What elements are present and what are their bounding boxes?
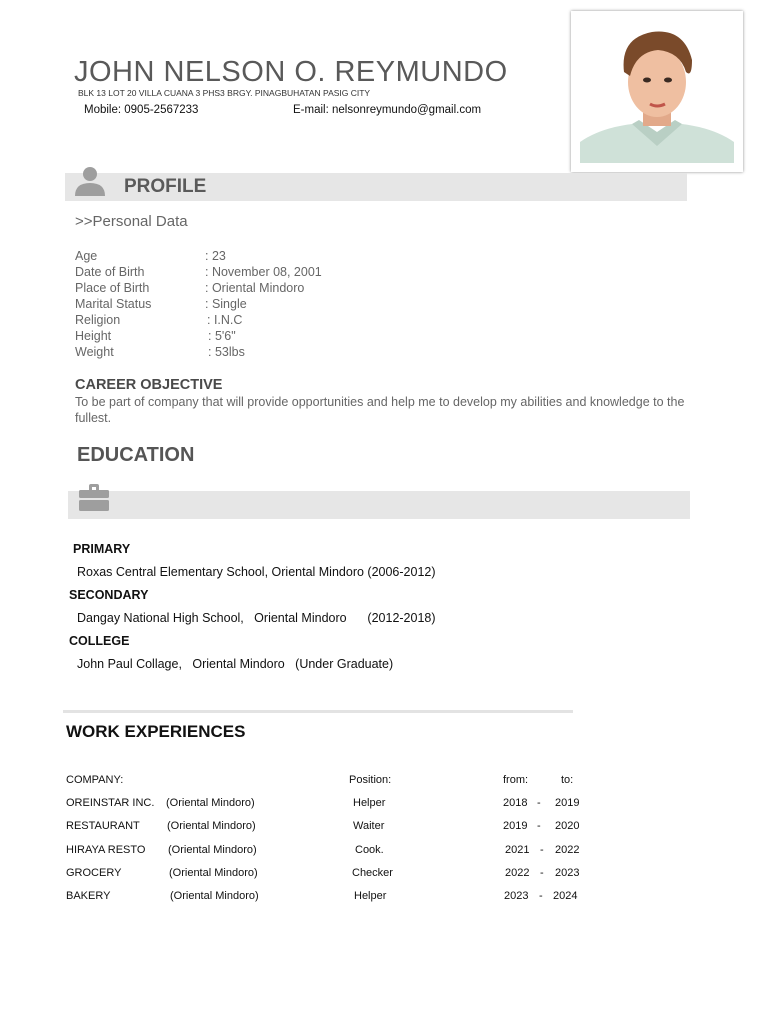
work-row-company: RESTAURANT [66, 820, 140, 832]
profile-heading: PROFILE [124, 176, 207, 197]
work-row-dash: - [537, 797, 541, 809]
marital-status-label: Marital Status [75, 297, 152, 311]
work-row-from: 2021 [505, 844, 530, 856]
work-row-company: OREINSTAR INC. [66, 797, 155, 809]
work-row-to: 2022 [555, 844, 580, 856]
work-row-to: 2020 [555, 820, 580, 832]
work-row-position: Checker [352, 867, 393, 879]
education-heading: EDUCATION [77, 444, 195, 466]
applicant-name: JOHN NELSON O. REYMUNDO [74, 56, 508, 88]
work-row-position: Helper [353, 797, 386, 809]
secondary-label: SECONDARY [69, 588, 149, 602]
work-row-company: BAKERY [66, 890, 111, 902]
secondary-school: Dangay National High School, Oriental Mindoro (2012-2018) [77, 611, 436, 625]
religion-value: : I.N.C [207, 313, 243, 327]
briefcase-icon [78, 483, 110, 512]
marital-status-value: : Single [205, 297, 247, 311]
to-column-header: to: [561, 774, 574, 786]
work-row-location: (Oriental Mindoro) [166, 797, 255, 809]
height-value: : 5'6" [208, 329, 236, 343]
company-column-header: COMPANY: [66, 774, 124, 786]
birth-date-value: : November 08, 2001 [205, 265, 322, 279]
age-label: Age [75, 249, 98, 263]
work-row-company: GROCERY [66, 867, 122, 879]
from-column-header: from: [503, 774, 529, 786]
position-column-header: Position: [349, 774, 392, 786]
work-row-location: (Oriental Mindoro) [168, 844, 257, 856]
work-row-position: Helper [354, 890, 387, 902]
career-objective-text: To be part of company that will provide opportunities and help me to develop my abilities and knowledge to the fullest. [75, 395, 685, 425]
address: BLK 13 LOT 20 VILLA CUANA 3 PHS3 BRGY. PINAGBUHATAN PASIG CITY [78, 88, 371, 98]
age-value: : 23 [205, 249, 226, 263]
work-row-from: 2018 [503, 797, 528, 809]
work-row-dash: - [540, 867, 544, 879]
work-experiences-heading: WORK EXPERIENCES [66, 722, 246, 741]
work-row-to: 2023 [555, 867, 580, 879]
work-row-location: (Oriental Mindoro) [169, 867, 258, 879]
height-label: Height [75, 329, 112, 343]
work-row-dash: - [537, 820, 541, 832]
portrait-photo [580, 20, 734, 163]
work-row-dash: - [539, 890, 543, 902]
college-school: John Paul Collage, Oriental Mindoro (Under Graduate) [77, 657, 394, 671]
birth-date-label: Date of Birth [75, 265, 145, 279]
work-row-location: (Oriental Mindoro) [170, 890, 259, 902]
work-row-position: Waiter [353, 820, 385, 832]
work-row-from: 2019 [503, 820, 528, 832]
personal-data-subheading: >>Personal Data [75, 213, 188, 230]
profile-photo [571, 11, 743, 172]
weight-label: Weight [75, 345, 114, 359]
primary-school: Roxas Central Elementary School, Oriental Mindoro (2006-2012) [77, 565, 436, 579]
mobile-number: Mobile: 0905-2567233 [84, 104, 199, 116]
weight-value: : 53lbs [208, 345, 245, 359]
primary-label: PRIMARY [73, 542, 131, 556]
career-objective-heading: CAREER OBJECTIVE [75, 377, 223, 393]
work-row-to: 2024 [553, 890, 578, 902]
birth-place-label: Place of Birth [75, 281, 150, 295]
work-row-position: Cook. [355, 844, 384, 856]
divider [63, 710, 573, 713]
work-row-from: 2022 [505, 867, 530, 879]
work-row-company: HIRAYA RESTO [66, 844, 146, 856]
work-row-to: 2019 [555, 797, 580, 809]
education-section-bar [68, 491, 690, 519]
work-row-dash: - [540, 844, 544, 856]
religion-label: Religion [75, 313, 121, 327]
email-address: E-mail: nelsonreymundo@gmail.com [293, 104, 482, 116]
college-label: COLLEGE [69, 634, 130, 648]
person-icon [74, 166, 106, 198]
work-row-location: (Oriental Mindoro) [167, 820, 256, 832]
birth-place-value: : Oriental Mindoro [205, 281, 305, 295]
work-row-from: 2023 [504, 890, 529, 902]
